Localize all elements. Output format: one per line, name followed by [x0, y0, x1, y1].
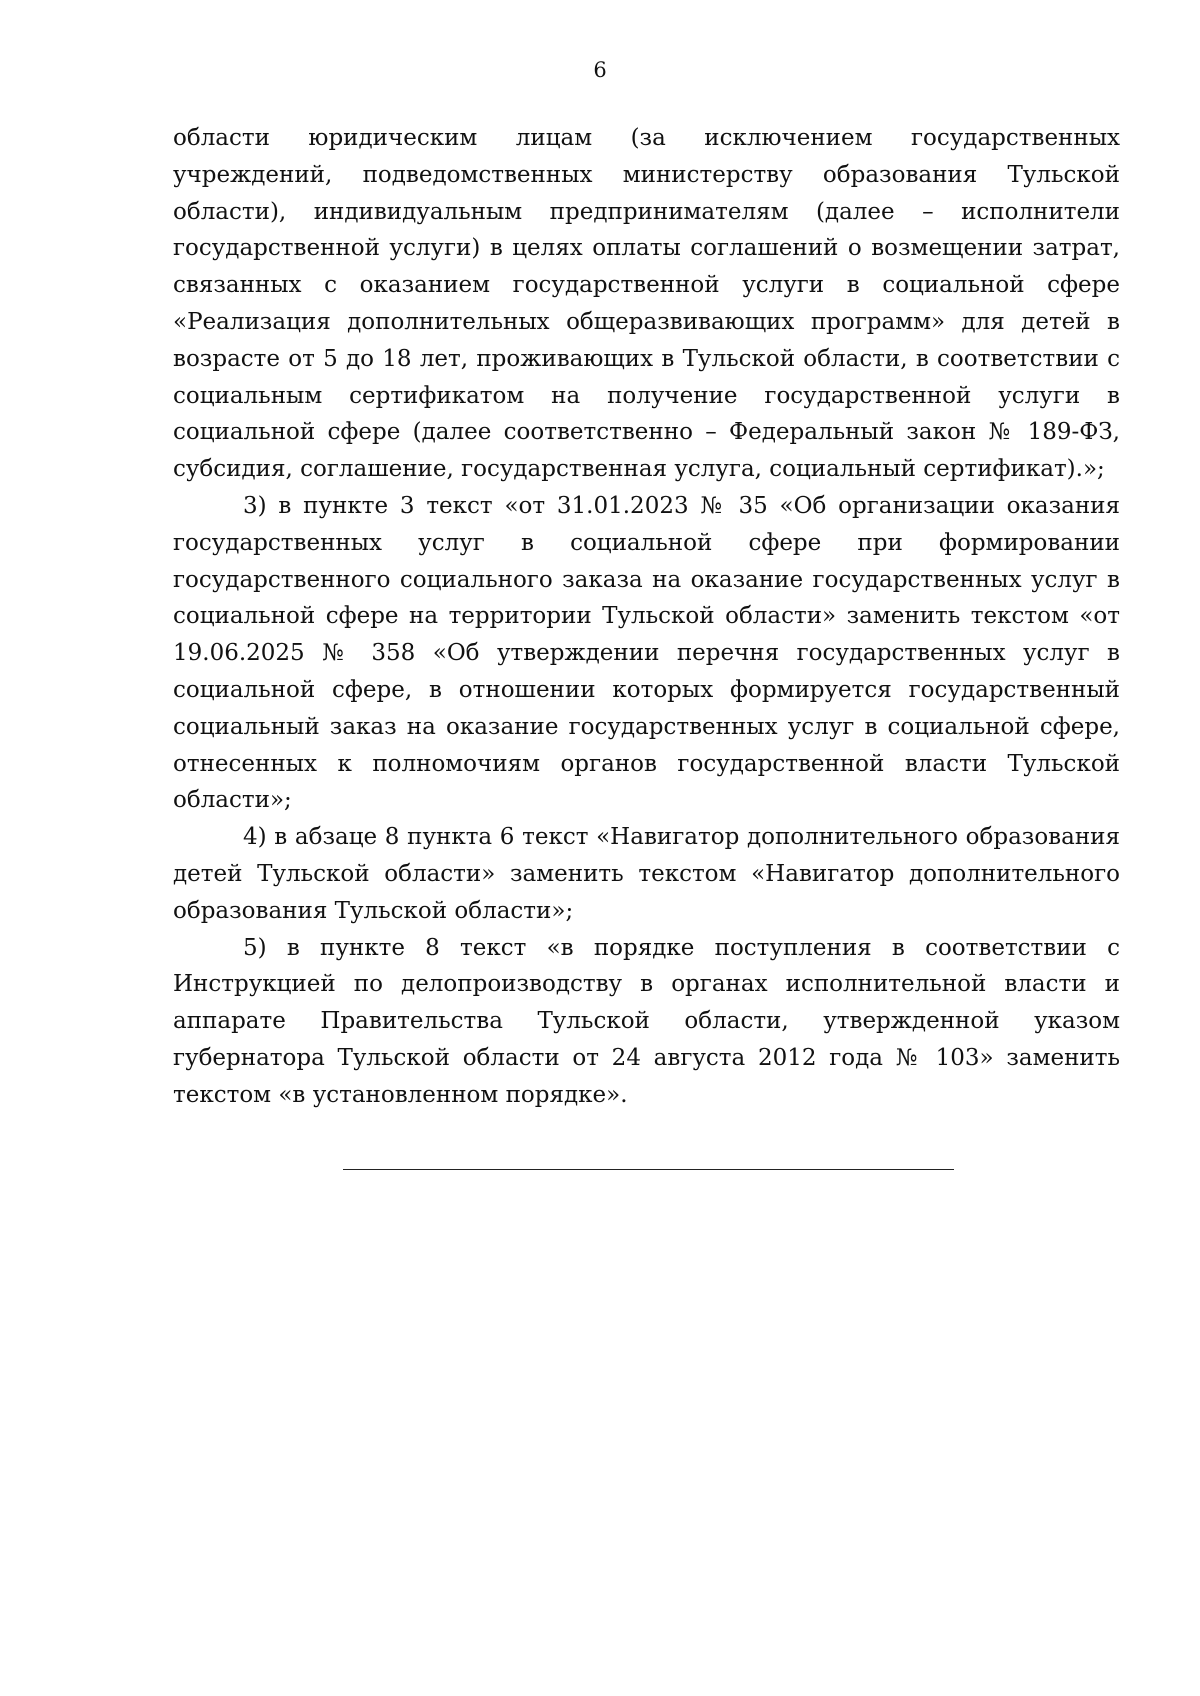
paragraph-item-3: 3) в пункте 3 текст «от 31.01.2023 № 35 «Об организации оказания государственных услуг в социальной сфере при формировании государственного социального заказа на оказание государственных услуг в социальной сфере на территории Тульской области» заменить текстом «от 19.06.2025 № 358 «Об утверждении перечня государственных услуг в социальной сфере, в отношении которых формируется государственный социальный заказ на оказание государственных услуг в социальной сфере, отнесенных к полномочиям органов государственной власти Тульской области»; [173, 492, 1120, 814]
end-separator-line [343, 1169, 954, 1170]
paragraph-item-5: 5) в пункте 8 текст «в порядке поступления в соответствии с Инструкцией по делопроизводству в органах исполнительной власти и аппарате Правительства Тульской области, утвержденной указом губернатора Тульской области от 24 августа 2012 года № 103» заменить текстом «в установленном порядке». [173, 934, 1120, 1108]
document-body [173, 120, 1120, 1114]
page-number: 6 [593, 58, 607, 82]
paragraph-item-4: 4) в абзаце 8 пункта 6 текст «Навигатор дополнительного образования детей Тульской области» заменить текстом «Навигатор дополнительного образования Тульской области»; [173, 824, 1120, 924]
paragraph-continuation: области юридическим лицам (за исключением государственных учреждений, подведомственных министерству образования Тульской области), индивидуальным предпринимателям (далее – исполнители государственной услуги) в целях оплаты соглашений о возмещении затрат, связанных с оказанием государственной услуги в социальной сфере «Реализация дополнительных общеразвивающих программ» для детей в возрасте от 5 до 18 лет, проживающих в Тульской области, в соответствии с социальным сертификатом на получение государственной услуги в социальной сфере (далее соответственно – Федеральный закон № 189-ФЗ, субсидия, соглашение, государственная услуга, социальный сертификат).»; [173, 125, 1120, 483]
